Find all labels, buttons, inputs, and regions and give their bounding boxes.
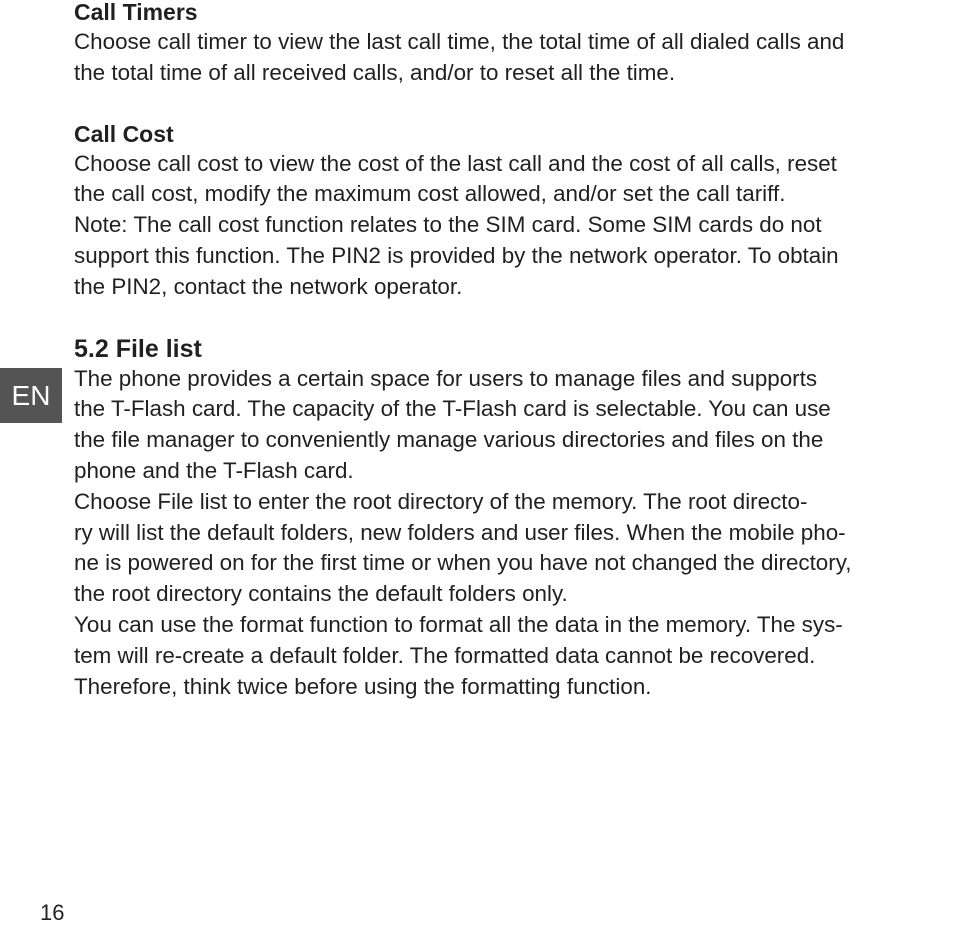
language-tab: EN [0,368,62,423]
page-number: 16 [40,900,65,925]
file-list-heading: 5.2 File list [74,334,202,363]
file-list-section [74,334,958,703]
call-cost-section [74,119,958,303]
call-timers-body: Choose call timer to view the last call time, the total time of all dialed calls and the total time of all received calls, and/or to reset all the time. [74,29,845,85]
call-timers-section [74,0,958,89]
file-list-body: The phone provides a certain space for users to manage files and supports the T-Flash card. The capacity of the T-Flash card is selectable. You can use the file manager to conveniently manage various directories and files on the phone and the T-Flash card. Choose File list to enter the root directory of the memory. The root directo- ry will list the default folders, new folders and user files. When the mobile pho- ne is powered on for the first time or when you have not changed the directory, the root directory contains the default folders only. You can use the format function to format all the data in the memory. The sys- tem will re-create a default folder. The formatted data cannot be recovered. Therefore, think twice before using the formatting function. [74,365,852,699]
page-content [74,0,958,702]
call-timers-heading: Call Timers [74,0,198,25]
call-cost-heading: Call Cost [74,120,174,147]
call-cost-body: Choose call cost to view the cost of the last call and the cost of all calls, reset the call cost, modify the maximum cost allowed, and/or set the call tariff. Note: The call cost function relates to the SIM card. Some SIM cards do not support this function. The PIN2 is provided by the network operator. To obtain the PIN2, contact the network operator. [74,150,839,299]
